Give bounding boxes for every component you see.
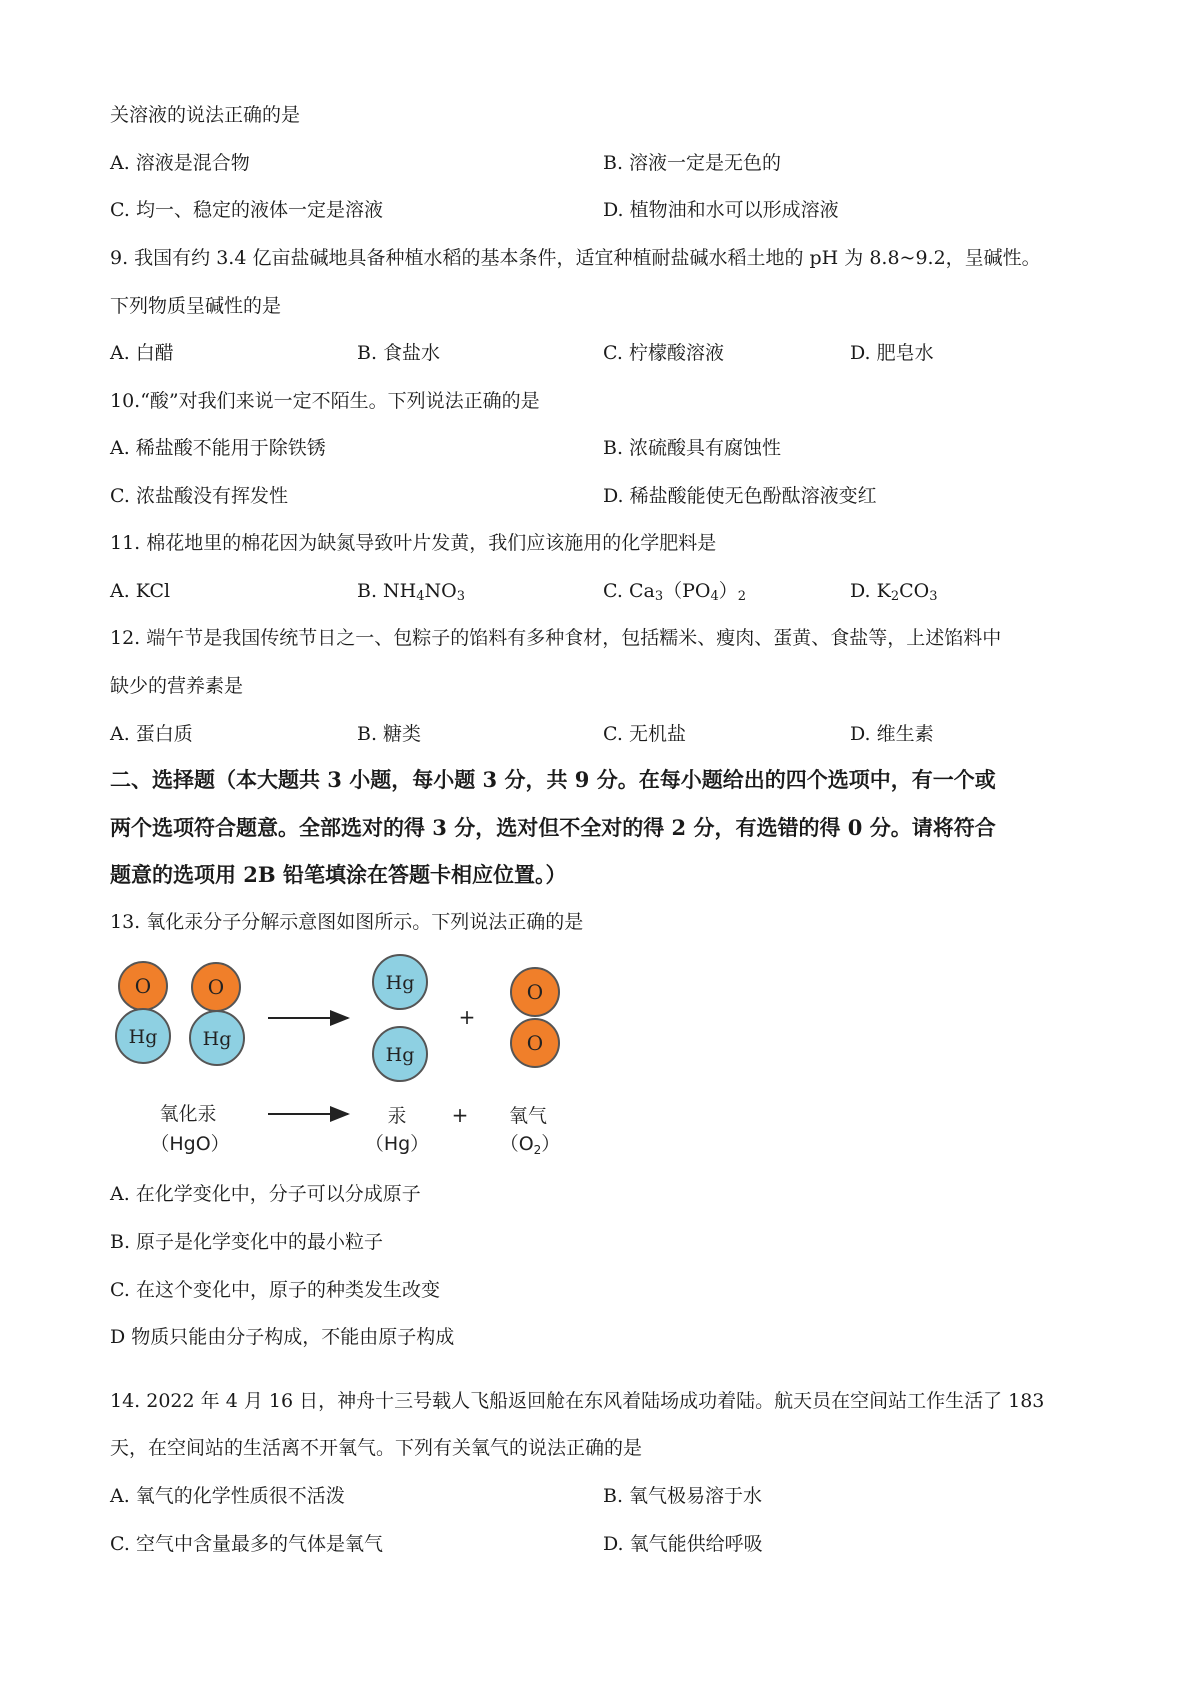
oxygen-atom-label: O xyxy=(134,974,152,998)
plus-sign: + xyxy=(458,1005,476,1029)
hg-name-label: 汞 xyxy=(387,1105,407,1127)
q14-option-b: B. 氧气极易溶于水 xyxy=(603,1485,763,1507)
q12-option-b: B. 糖类 xyxy=(357,723,422,745)
q12-option-c: C. 无机盐 xyxy=(603,723,686,745)
q11-option-a: A. KCl xyxy=(110,580,171,602)
section2-heading-line2: 两个选项符合题意。全部选对的得 3 分，选对但不全对的得 2 分，有选错的得 0 分。请将符合 xyxy=(110,815,996,840)
q12-stem-line2: 缺少的营养素是 xyxy=(110,675,244,697)
q13-option-c: C. 在这个变化中，原子的种类发生改变 xyxy=(110,1279,440,1301)
hgo-decomposition-diagram xyxy=(110,950,590,1180)
mercury-atom-label: Hg xyxy=(202,1028,232,1050)
q9-option-b: B. 食盐水 xyxy=(357,342,441,364)
q10-stem: 10.“酸”对我们来说一定不陌生。下列说法正确的是 xyxy=(110,390,540,412)
q8-option-b: B. 溶液一定是无色的 xyxy=(603,152,782,174)
q12-option-d: D. 维生素 xyxy=(850,723,934,745)
q11-stem: 11. 棉花地里的棉花因为缺氮导致叶片发黄，我们应该施用的化学肥料是 xyxy=(110,532,717,554)
q10-option-b: B. 浓硫酸具有腐蚀性 xyxy=(603,437,782,459)
q11-option-b: B. $NH_4NO_3$ xyxy=(357,580,466,604)
hgo-formula-label: （HgO） xyxy=(150,1133,230,1155)
q8-option-d: D. 植物油和水可以形成溶液 xyxy=(603,199,839,221)
q9-option-a: A. 白醋 xyxy=(110,342,174,364)
oxygen-atom-label: O xyxy=(526,1031,544,1055)
q11-option-d: D. $K_2CO_3$ xyxy=(850,580,938,604)
section2-heading-line1: 二、选择题（本大题共 3 小题，每小题 3 分，共 9 分。在每小题给出的四个选项中，有一个或 xyxy=(110,767,996,792)
q12-stem-line1: 12. 端午节是我国传统节日之一、包粽子的馅料有多种食材，包括糯米、瘦肉、蛋黄、食盐等，上述馅料中 xyxy=(110,627,1002,649)
q12-option-a: A. 蛋白质 xyxy=(110,723,193,745)
q8-option-a: A. 溶液是混合物 xyxy=(110,152,250,174)
q13-option-a: A. 在化学变化中，分子可以分成原子 xyxy=(110,1183,421,1205)
o2-formula-label: $(O_2)$ xyxy=(499,1133,561,1157)
q10-option-d: D. 稀盐酸能使无色酚酞溶液变红 xyxy=(603,485,877,507)
q14-stem-line1: 14. 2022 年 4 月 16 日，神舟十三号载人飞船返回舱在东风着陆场成功着陆。航天员在空间站工作生活了 183 xyxy=(110,1390,1045,1412)
mercury-atom-label: Hg xyxy=(128,1026,158,1048)
q13-stem: 13. 氧化汞分子分解示意图如图所示。下列说法正确的是 xyxy=(110,911,584,933)
q10-option-c: C. 浓盐酸没有挥发性 xyxy=(110,485,288,507)
q10-option-a: A. 稀盐酸不能用于除铁锈 xyxy=(110,437,326,459)
q9-stem-line1: 9. 我国有约 3.4 亿亩盐碱地具备种植水稻的基本条件，适宜种植耐盐碱水稻土地的 pH 为 8.8~9.2，呈碱性。 xyxy=(110,247,1041,269)
hg-formula-label: （Hg） xyxy=(364,1133,430,1155)
hgo-name-label: 氧化汞 xyxy=(159,1103,217,1125)
q8-stem: 关溶液的说法正确的是 xyxy=(110,104,301,126)
mercury-atom-label: Hg xyxy=(385,972,415,994)
q14-option-c: C. 空气中含量最多的气体是氧气 xyxy=(110,1533,383,1555)
word-equation-plus: + xyxy=(451,1103,469,1127)
oxygen-atom-label: O xyxy=(207,975,225,999)
q9-stem-line2: 下列物质呈碱性的是 xyxy=(110,295,282,317)
oxygen-atom-label: O xyxy=(526,980,544,1004)
q11-option-c: C. $Ca_3(PO_4)_2$ xyxy=(603,580,747,604)
mercury-atom-label: Hg xyxy=(385,1044,415,1066)
q8-option-c: C. 均一、稳定的液体一定是溶液 xyxy=(110,199,383,221)
q14-stem-line2: 天，在空间站的生活离不开氧气。下列有关氧气的说法正确的是 xyxy=(110,1437,643,1459)
o2-name-label: 氧气 xyxy=(508,1105,548,1127)
q13-option-b: B. 原子是化学变化中的最小粒子 xyxy=(110,1231,384,1253)
q9-option-c: C. 柠檬酸溶液 xyxy=(603,342,724,364)
q9-option-d: D. 肥皂水 xyxy=(850,342,934,364)
q14-option-a: A. 氧气的化学性质很不活泼 xyxy=(110,1485,345,1507)
q13-option-d: D 物质只能由分子构成，不能由原子构成 xyxy=(110,1326,455,1348)
section2-heading-line3: 题意的选项用 2B 铅笔填涂在答题卡相应位置。） xyxy=(110,862,567,887)
q14-option-d: D. 氧气能供给呼吸 xyxy=(603,1533,763,1555)
